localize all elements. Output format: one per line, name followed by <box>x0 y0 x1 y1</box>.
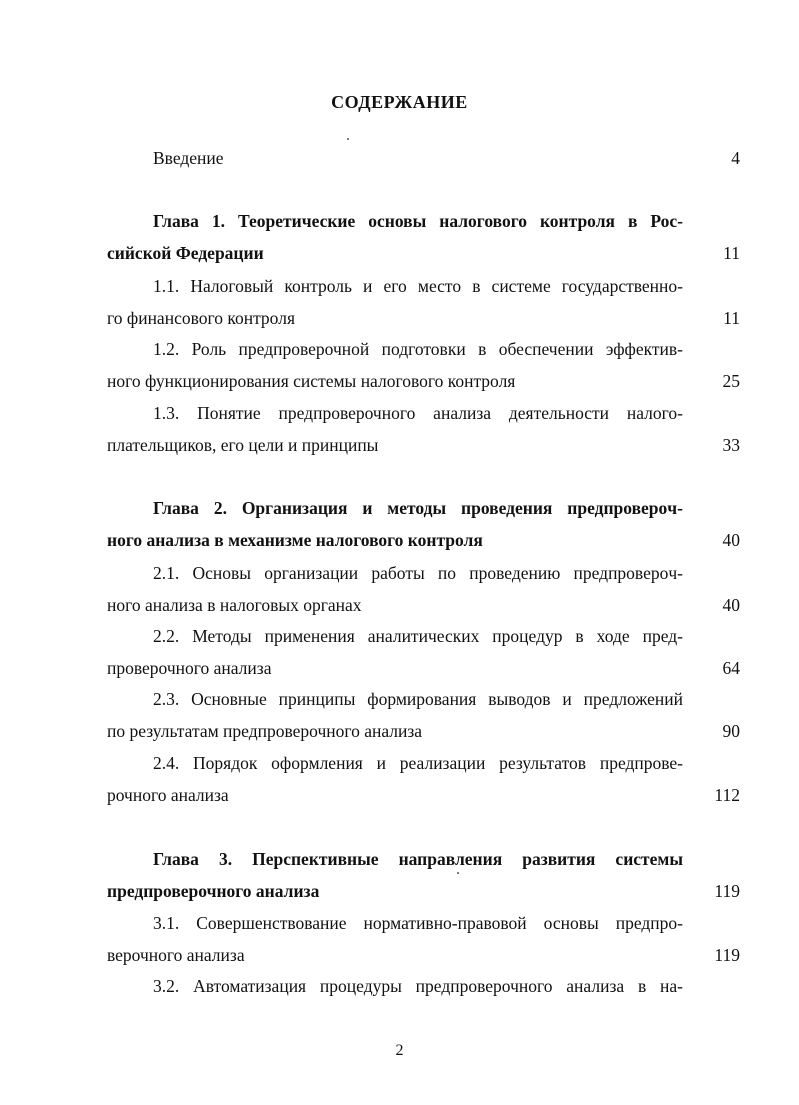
chapter3-page: 119 <box>714 881 740 901</box>
section-2-4-line2: рочного анализа <box>107 785 229 805</box>
section-2-3-page: 90 <box>722 721 740 741</box>
section-1-2-line2: ного функционирования системы налогового контроля <box>107 371 516 391</box>
section-2-2-line2: проверочного анализа <box>107 658 272 678</box>
chapter2-page: 40 <box>722 530 740 550</box>
section-3-1-line2: верочного анализа <box>107 945 245 965</box>
section-2-1-line1: 2.1. Основы организации работы по проведению предпроверoч- <box>153 563 683 583</box>
chapter2-heading-line1: Глава 2. Организация и методы проведения предпроверoч- <box>153 498 683 518</box>
scan-speck <box>347 138 349 140</box>
section-2-1-page: 40 <box>722 595 740 615</box>
section-1-3-line1: 1.3. Понятие предпроверочного анализа деятельности налого- <box>153 403 683 423</box>
chapter3-heading-line1: Глава 3. Перспективные направления развития системы <box>153 849 683 869</box>
section-2-4-page: 112 <box>714 785 740 805</box>
section-3-1-page: 119 <box>714 945 740 965</box>
section-3-1-line1: 3.1. Совершенствование нормативно-правовой основы предпро- <box>153 913 683 933</box>
section-1-3-line2: плательщиков, его цели и принципы <box>107 435 379 455</box>
section-2-2-line1: 2.2. Методы применения аналитических процедур в ходе пред- <box>153 626 683 646</box>
section-1-2-line1: 1.2. Роль предпроверочной подготовки в обеспечении эффектив- <box>153 339 683 359</box>
chapter1-page: 11 <box>723 243 740 263</box>
section-1-1-line2: го финансового контроля <box>107 308 295 328</box>
section-1-1-page: 11 <box>723 308 740 328</box>
chapter2-heading-line2: ного анализа в механизме налогового контроля <box>107 530 483 550</box>
section-3-2-line1: 3.2. Автоматизация процедуры предпроверочного анализа в на- <box>153 976 683 996</box>
toc-intro-page: 4 <box>731 148 740 168</box>
chapter1-heading-line1: Глава 1. Теоретические основы налогового контроля в Рос- <box>153 211 683 231</box>
section-1-3-page: 33 <box>722 435 740 455</box>
chapter1-heading-line2: сийской Федерации <box>107 243 264 263</box>
section-1-1-line1: 1.1. Налоговый контроль и его место в системе государственно- <box>153 276 683 296</box>
page-number: 2 <box>395 1042 404 1059</box>
section-1-2-page: 25 <box>722 371 740 391</box>
section-2-1-line2: ного анализа в налоговых органах <box>107 595 362 615</box>
section-2-3-line1: 2.3. Основные принципы формирования выводов и предложений <box>153 689 683 709</box>
section-2-3-line2: по результатам предпроверочного анализа <box>107 721 423 741</box>
section-2-4-line1: 2.4. Порядок оформления и реализации результатов предпрове- <box>153 753 683 773</box>
chapter3-heading-line2: предпроверочного анализа <box>107 881 320 901</box>
scan-speck <box>457 872 459 874</box>
section-2-2-page: 64 <box>722 658 740 678</box>
page-title: СОДЕРЖАНИЕ <box>331 92 468 112</box>
toc-intro-label: Введение <box>153 148 224 168</box>
